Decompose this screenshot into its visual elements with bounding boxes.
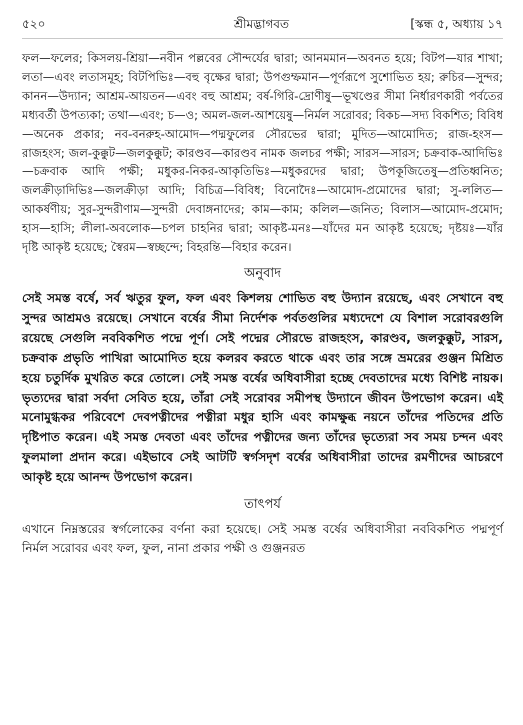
translation-heading: অনুবাদ [244,265,281,281]
book-title: শ্রীমদ্ভাগবত [233,17,289,31]
canto-chapter-label: [স্কন্ধ ৫, অধ্যায় ১৭ [410,17,503,31]
page-number: ৫২০ [22,17,46,31]
page-header [22,14,503,39]
translation-text: সেই সমস্ত বর্ষে, সর্ব ঋতুর ফুল, ফল এবং কিশলয় শোভিত বহু উদ্যান রয়েছে, এবং সেখানে বহু সুন্দর আশ্রমও রয়েছে। সেখানে বর্ষের সীমা নির্দেশক পর্বতগুলির মধ্যদেশে যে বিশাল সরোবরগুলি রয়েছে সেগুলি নববিকশিত পদ্মে পূর্ণ। সেই পদ্মের সৌরভে রাজহংস, কারণ্ডব, জলকুক্কুট, সারস, চক্রবাক প্রভৃতি পাখিরা আমোদিত হয়ে কলরব করতে থাকে এবং তার সঙ্গে ভ্রমরের গুঞ্জন মিশ্রিত হয়ে চতুর্দিক মুখরিত করে তোলে। সেই সমস্ত বর্ষের অধিবাসীরা হচ্ছে দেবতাদের মধ্যে বিশিষ্ট নায়ক। ভৃত্যদের দ্বারা সর্বদা সেবিত হয়ে, তাঁরা সেই সরোবর সমীপস্থ উদ্যানে জীবন উপভোগ করেন। এই মনোমুগ্ধকর পরিবেশে দেবপত্নীদের পত্নীরা মধুর হাসি এবং কামক্ষুব্ধ নয়নে তাঁদের পতিদের প্রতি দৃষ্টিপাত করেন। এই সমস্ত দেবতা এবং তাঁদের পত্নীদের জন্য তাঁদের ভৃত্যেরা সব সময় চন্দন এবং ফুলমালা প্রদান করে। এইভাবে সেই আটটি স্বর্গসদৃশ বর্ষের অধিবাসীরা তাদের রমণীদের আচরণে আকৃষ্ট হয়ে আনন্দ উপভোগ করেন। [22,290,503,485]
word-for-word-synonyms [22,49,503,257]
purport-text: এখানে নিম্নস্তরের স্বর্গলোকের বর্ণনা করা হয়েছে। সেই সমস্ত বর্ষের অধিবাসীরা নববিকশিত পদ্মপূর্ণ নির্মল সরোবর এবং ফল, ফুল, নানা প্রকার পক্ষী ও গুঞ্জনরত [22,522,503,556]
purport-heading: তাৎপর্য [244,497,281,513]
synonyms-text: ফল—ফলের; কিসলয়-শ্রিয়া—নবীন পল্লবের সৌন্দর্যের দ্বারা; আনমমান—অবনত হয়ে; বিটপ—যার শাখা; লতা—এবং লতাসমূহ; বিটপিভিঃ—বহু বৃক্ষের দ্বারা; উপগুম্ফমান—পূর্ণরূপে সুশোভিত হয়; রুচির—সুন্দর; কানন—উদ্যান; আশ্রম-আয়তন—এবং বহু আশ্রম; বর্ষ-গিরি-দ্রোণীষু—ভূখণ্ডের সীমা নির্ধারণকারী পর্বতের মধ্যবর্তী উপত্যকা; তথা—এবং; চ—ও; অমল-জল-আশয়েষু—নির্মল সরোবর; বিকচ—সদ্য বিকশিত; বিবিধ—অনেক প্রকার; নব-বনরুহ-আমোদ—পদ্মফুলের সৌরভের দ্বারা; মুদিত—আমোদিত; রাজ-হংস—রাজহংস; জল-কুক্কুট—জলকুক্কুট; কারণ্ডব—কারণ্ডব নামক জলচর পক্ষী; সারস—সারস; চক্রবাক-আদিভিঃ—চক্রবাক আদি পক্ষী; মধুকর-নিকর-আকৃতিভিঃ—মধুকরদের দ্বারা; উপকূজিতেষু—প্রতিধ্বনিত; জলক্রীড়াদিভিঃ—জলক্রীড়া আদি; বিচিত্র—বিবিধ; বিনোদৈঃ—আমোদ-প্রমোদের দ্বারা; সু-ললিত—আকর্ষণীয়; সুর-সুন্দরীণাম—সুন্দরী দেবাঙ্গনাদের; কাম—কাম; কলিল—জনিত; বিলাস—আমোদ-প্রমোদ; হাস—হাসি; লীলা-অবলোক—চপল চাহনির দ্বারা; আকৃষ্ট-মনঃ—যাঁদের মন আকৃষ্ট হয়েছে; দৃষ্টয়ঃ—যাঁর দৃষ্টি আকৃষ্ট হয়েছে; স্বৈরম—স্বচ্ছন্দে; বিহরন্তি—বিহার করেন। [22,51,503,255]
